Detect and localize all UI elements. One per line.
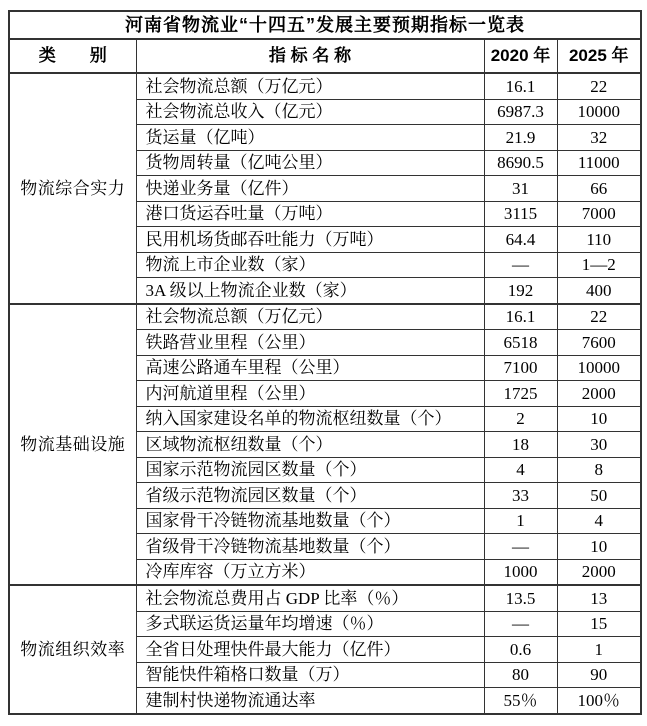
value-2025-cell: 4 [557, 508, 641, 533]
value-2025-cell: 100％ [557, 688, 641, 714]
value-2025-cell: 1—2 [557, 252, 641, 277]
value-2020-cell: 80 [484, 662, 557, 687]
col-header-2025: 2025 年 [557, 39, 641, 73]
indicator-cell: 区域物流枢纽数量（个） [136, 432, 484, 457]
value-2025-cell: 110 [557, 227, 641, 252]
value-2020-cell: 8690.5 [484, 150, 557, 175]
value-2025-cell: 400 [557, 278, 641, 304]
indicator-cell: 多式联运货运量年均增速（％） [136, 611, 484, 636]
value-2020-cell: 18 [484, 432, 557, 457]
indicator-cell: 社会物流总收入（亿元） [136, 99, 484, 124]
value-2025-cell: 30 [557, 432, 641, 457]
value-2025-cell: 2000 [557, 381, 641, 406]
indicators-table [8, 10, 642, 715]
table-row [9, 585, 641, 611]
value-2020-cell: 2 [484, 406, 557, 431]
value-2025-cell: 22 [557, 73, 641, 99]
value-2025-cell: 10 [557, 406, 641, 431]
indicator-cell: 铁路营业里程（公里） [136, 330, 484, 355]
indicator-cell: 港口货运吞吐量（万吨） [136, 201, 484, 226]
value-2020-cell: 1 [484, 508, 557, 533]
value-2025-cell: 10000 [557, 99, 641, 124]
table-title: 河南省物流业“十四五”发展主要预期指标一览表 [9, 11, 641, 39]
table-row [9, 304, 641, 330]
indicator-cell: 3A 级以上物流企业数（家） [136, 278, 484, 304]
value-2020-cell: 55％ [484, 688, 557, 714]
value-2025-cell: 22 [557, 304, 641, 330]
value-2020-cell: 16.1 [484, 73, 557, 99]
indicator-cell: 智能快件箱格口数量（万） [136, 662, 484, 687]
value-2025-cell: 7000 [557, 201, 641, 226]
value-2025-cell: 2000 [557, 559, 641, 585]
value-2020-cell: 1000 [484, 559, 557, 585]
value-2020-cell: 31 [484, 176, 557, 201]
value-2020-cell: — [484, 611, 557, 636]
category-cell: 物流综合实力 [9, 73, 136, 304]
value-2025-cell: 11000 [557, 150, 641, 175]
indicator-cell: 省级示范物流园区数量（个） [136, 483, 484, 508]
value-2025-cell: 10 [557, 534, 641, 559]
value-2020-cell: 4 [484, 457, 557, 482]
value-2025-cell: 32 [557, 125, 641, 150]
indicator-cell: 民用机场货邮吞吐能力（万吨） [136, 227, 484, 252]
indicator-cell: 纳入国家建设名单的物流枢纽数量（个） [136, 406, 484, 431]
indicator-cell: 货物周转量（亿吨公里） [136, 150, 484, 175]
col-header-category: 类 别 [9, 39, 136, 73]
value-2025-cell: 8 [557, 457, 641, 482]
indicator-cell: 社会物流总费用占 GDP 比率（％） [136, 585, 484, 611]
col-header-indicator: 指 标 名 称 [136, 39, 484, 73]
value-2020-cell: 3115 [484, 201, 557, 226]
indicator-cell: 全省日处理快件最大能力（亿件） [136, 637, 484, 662]
value-2025-cell: 90 [557, 662, 641, 687]
value-2020-cell: 7100 [484, 355, 557, 380]
value-2020-cell: 33 [484, 483, 557, 508]
value-2020-cell: 64.4 [484, 227, 557, 252]
title-row [9, 11, 641, 39]
value-2020-cell: 13.5 [484, 585, 557, 611]
indicator-cell: 冷库库容（万立方米） [136, 559, 484, 585]
value-2020-cell: — [484, 534, 557, 559]
table-row [9, 73, 641, 99]
indicator-cell: 社会物流总额（万亿元） [136, 73, 484, 99]
indicator-cell: 货运量（亿吨） [136, 125, 484, 150]
category-cell: 物流组织效率 [9, 585, 136, 714]
indicator-cell: 国家示范物流园区数量（个） [136, 457, 484, 482]
indicator-cell: 建制村快递物流通达率 [136, 688, 484, 714]
value-2020-cell: 1725 [484, 381, 557, 406]
value-2025-cell: 13 [557, 585, 641, 611]
value-2025-cell: 50 [557, 483, 641, 508]
value-2020-cell: 0.6 [484, 637, 557, 662]
value-2025-cell: 66 [557, 176, 641, 201]
value-2020-cell: 21.9 [484, 125, 557, 150]
indicator-cell: 高速公路通车里程（公里） [136, 355, 484, 380]
value-2020-cell: 192 [484, 278, 557, 304]
indicator-cell: 省级骨干冷链物流基地数量（个） [136, 534, 484, 559]
col-header-2020: 2020 年 [484, 39, 557, 73]
value-2020-cell: 6518 [484, 330, 557, 355]
value-2025-cell: 1 [557, 637, 641, 662]
value-2020-cell: 6987.3 [484, 99, 557, 124]
indicator-cell: 社会物流总额（万亿元） [136, 304, 484, 330]
value-2025-cell: 15 [557, 611, 641, 636]
category-cell: 物流基础设施 [9, 304, 136, 586]
value-2025-cell: 7600 [557, 330, 641, 355]
value-2020-cell: 16.1 [484, 304, 557, 330]
indicator-cell: 快递业务量（亿件） [136, 176, 484, 201]
indicator-cell: 内河航道里程（公里） [136, 381, 484, 406]
value-2020-cell: — [484, 252, 557, 277]
indicator-cell: 物流上市企业数（家） [136, 252, 484, 277]
header-row [9, 39, 641, 73]
indicator-cell: 国家骨干冷链物流基地数量（个） [136, 508, 484, 533]
value-2025-cell: 10000 [557, 355, 641, 380]
